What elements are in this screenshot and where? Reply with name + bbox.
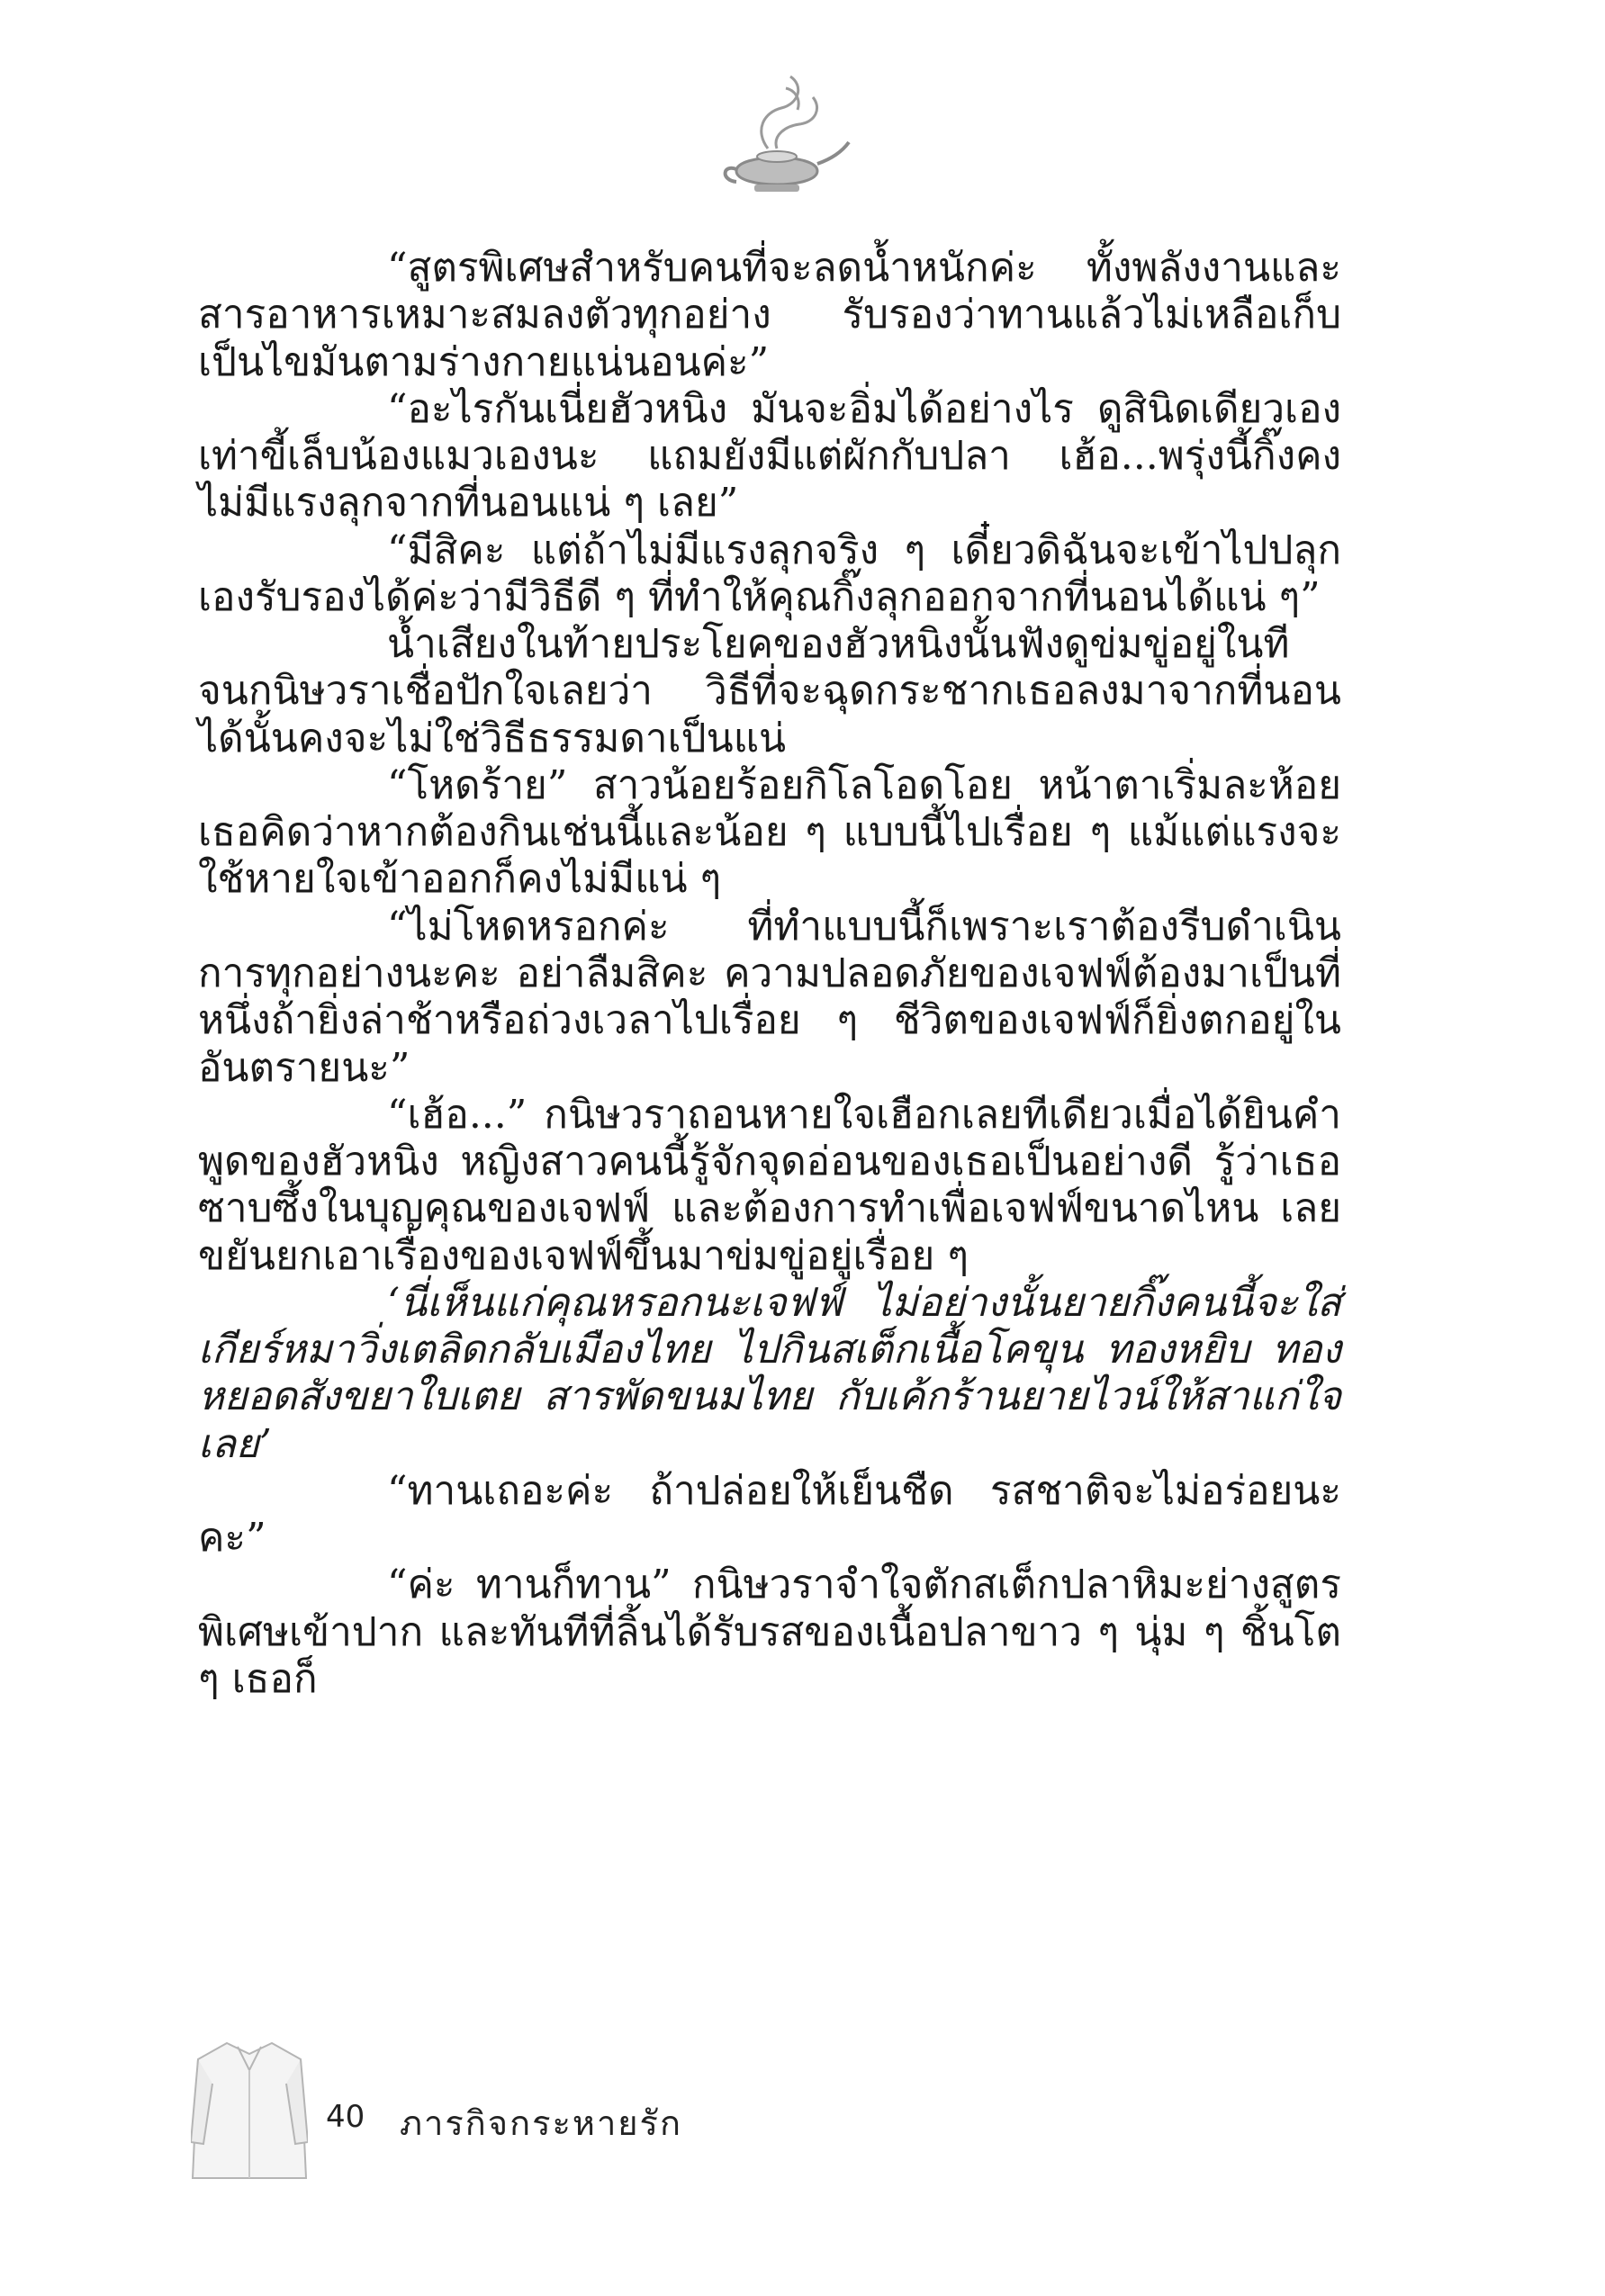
book-title: ภารกิจกระหายรัก <box>400 2103 682 2143</box>
paragraph: “สูตรพิเศษสำหรับคนที่จะลดน้ำหนักค่ะ ทั้งพลังงานและสารอาหารเหมาะสมลงตัวทุกอย่าง รับรองว่าทานแล้วไม่เหลือเก็บเป็นไขมันตามร่างกายแน่นอนค่ะ” <box>198 245 1341 385</box>
paragraph: น้ำเสียงในท้ายประโยคของฮัวหนิงนั้นฟังดูข่มขู่อยู่ในที จนกนิษวราเชื่อปักใจเลยว่า วิธีที่จะฉุดกระชากเธอลงมาจากที่นอนได้นั้นคงจะไม่ใช่วิธีธรรมดาเป็นแน่ <box>198 621 1341 761</box>
teapot-steam-icon <box>700 63 853 216</box>
paragraph: “อะไรกันเนี่ยฮัวหนิง มันจะอิ่มได้อย่างไร ดูสินิดเดียวเองเท่าขี้เล็บน้องแมวเองนะ แถมยังมีแต่ผักกับปลา เฮ้อ...พรุ่งนี้กิ๊งคงไม่มีแรงลุกจากที่นอนแน่ ๆ เลย” <box>198 385 1341 527</box>
paragraph: “โหดร้าย” สาวน้อยร้อยกิโลโอดโอย หน้าตาเริ่มละห้อย เธอคิดว่าหากต้องกินเช่นนี้และน้อย ๆ แบบนี้ไปเรื่อย ๆ แม้แต่แรงจะใช้หายใจเข้าออกก็คงไม่มีแน่ ๆ <box>198 761 1341 903</box>
paragraph: “ไม่โหดหรอกค่ะ ที่ทำแบบนี้ก็เพราะเราต้องรีบดำเนินการทุกอย่างนะคะ อย่าลืมสิคะ ความปลอดภัยของเจฟฟ์ต้องมาเป็นที่หนึ่งถ้ายิ่งล่าช้าหรือถ่วงเวลาไปเรื่อย ๆ ชีวิตของเจฟฟ์ก็ยิ่งตกอยู่ในอันตรายนะ” <box>198 903 1341 1091</box>
page-number: 40 <box>326 2099 365 2135</box>
paragraph: “เฮ้อ...” กนิษวราถอนหายใจเฮือกเลยทีเดียวเมื่อได้ยินคำพูดของฮัวหนิง หญิงสาวคนนี้รู้จักจุดอ่อนของเธอเป็นอย่างดี รู้ว่าเธอซาบซึ้งในบุญคุณของเจฟฟ์ และต้องการทำเพื่อเจฟฟ์ขนาดไหน เลยขยันยกเอาเรื่องของเจฟฟ์ขึ้นมาข่มขู่อยู่เรื่อย ๆ <box>198 1091 1341 1279</box>
paragraph: “ทานเถอะค่ะ ถ้าปล่อยให้เย็นชืด รสชาติจะไม่อร่อยนะคะ” <box>198 1467 1341 1562</box>
paragraph-italic-thought: ‘นี่เห็นแก่คุณหรอกนะเจฟฟ์ ไม่อย่างนั้นยายกิ๊งคนนี้จะใส่เกียร์หมาวิ่งเตลิดกลับเมืองไทย ไปกินสเต็กเนื้อโคขุน ทองหยิบ ทองหยอดสังขยาใบเตย สารพัดขนมไทย กับเค้กร้านยายไวน์ให้สาแก่ใจเลย’ <box>198 1279 1341 1467</box>
paragraph: “มีสิคะ แต่ถ้าไม่มีแรงลุกจริง ๆ เดี๋ยวดิฉันจะเข้าไปปลุกเองรับรองได้ค่ะว่ามีวิธีดี ๆ ที่ทำให้คุณกิ๊งลุกออกจากที่นอนได้แน่ ๆ” <box>198 527 1341 620</box>
body-text <box>198 245 1341 1703</box>
paragraph: “ค่ะ ทานก็ทาน” กนิษวราจำใจตักสเต็กปลาหิมะย่างสูตรพิเศษเข้าปาก และทันทีที่ลิ้นได้รับรสของเนื้อปลาขาว ๆ นุ่ม ๆ ชิ้นโต ๆ เธอก็ <box>198 1562 1341 1702</box>
page-footer <box>191 2034 1001 2187</box>
white-shirt-icon <box>191 2034 308 2187</box>
